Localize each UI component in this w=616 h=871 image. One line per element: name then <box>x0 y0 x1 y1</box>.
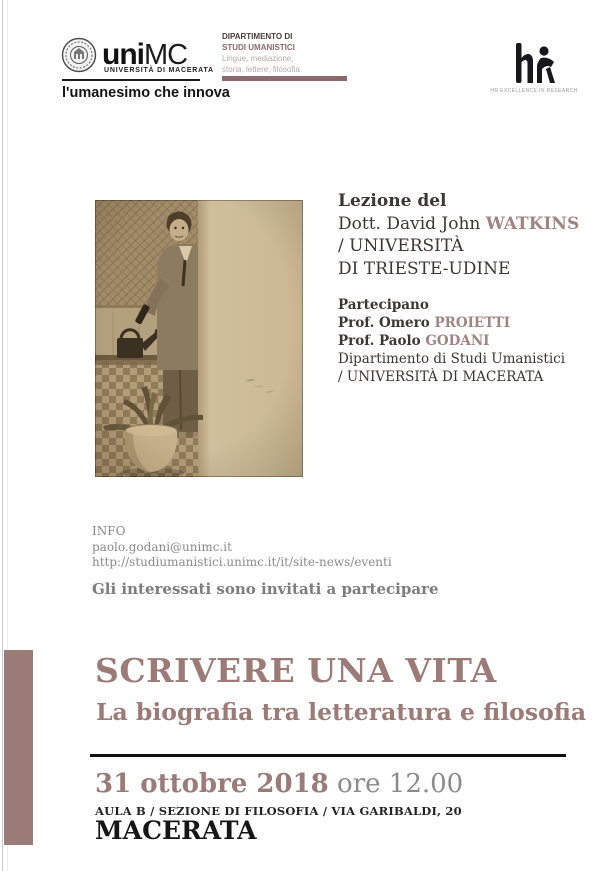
participant-1 <box>338 314 598 332</box>
participants-university: / UNIVERSITÀ DI MACERATA <box>338 369 544 385</box>
participant-2 <box>338 332 598 350</box>
unimc-logotype-uni: uni <box>102 38 144 71</box>
department-accent-bar <box>222 76 347 81</box>
participants-label: Partecipano <box>338 297 429 313</box>
info-block <box>92 524 392 571</box>
speaker-prefix: Dott. David John <box>338 213 486 234</box>
unimc-logotype-mc: MC <box>144 39 188 71</box>
info-label: INFO <box>92 524 126 538</box>
participant-1-surname: PROIETTI <box>434 315 511 331</box>
lecture-text-block <box>338 190 598 386</box>
department-line3: Lingue, mediazione, <box>222 54 294 63</box>
event-time: ore 12.00 <box>328 769 464 799</box>
lecture-speaker <box>338 213 598 236</box>
participant-2-prefix: Prof. Paolo <box>338 333 426 349</box>
participant-2-surname: GODANI <box>425 333 490 349</box>
speaker-surname: WATKINS <box>485 213 580 234</box>
event-datetime <box>95 769 463 799</box>
info-url-link[interactable]: http://studiumanistici.unimc.it/it/site-news/eventi <box>92 555 392 569</box>
lecture-intro: Lezione del <box>338 191 447 211</box>
department-line2: STUDI UMANISTICI <box>222 43 295 52</box>
department-block <box>222 31 300 75</box>
footer-divider <box>90 754 566 757</box>
event-date: 31 ottobre 2018 <box>95 769 329 799</box>
lecture-photo <box>95 200 303 477</box>
participants-department: Dipartimento di Studi Umanistici <box>338 351 566 367</box>
photo-vignette <box>95 200 303 477</box>
unimc-logotype <box>102 40 187 70</box>
invitation-text: Gli interessati sono invitati a partecipare <box>92 580 439 598</box>
department-line4: storia, lettere, filosofia <box>222 65 300 74</box>
info-email-link[interactable]: paolo.godani@unimc.it <box>92 539 232 554</box>
event-subtitle: La biografia tra letteratura e filosofia <box>96 698 587 726</box>
participant-1-prefix: Prof. Omero <box>338 315 435 331</box>
unimc-university-label: UNIVERSITÀ DI MACERATA <box>104 67 214 74</box>
department-line1: DIPARTIMENTO DI <box>222 32 293 41</box>
unimc-logo-divider <box>62 79 200 81</box>
hr-excellence-logo-icon <box>506 41 562 87</box>
event-venue: AULA B / SEZIONE DI FILOSOFIA / VIA GARIBALDI, 20 <box>95 804 462 818</box>
page-edge-line <box>2 0 3 871</box>
unimc-tagline: l'umanesimo che innova <box>62 85 230 101</box>
event-title: SCRIVERE UNA VITA <box>95 651 497 690</box>
left-accent-bar <box>4 650 33 845</box>
speaker-affiliation-line2: DI TRIESTE-UDINE <box>338 258 511 279</box>
hr-excellence-caption: HR EXCELLENCE IN RESEARCH <box>490 88 578 94</box>
unimc-seal-icon <box>61 37 97 73</box>
event-city: MACERATA <box>95 816 257 845</box>
speaker-affiliation-line1: / UNIVERSITÀ <box>338 236 464 256</box>
